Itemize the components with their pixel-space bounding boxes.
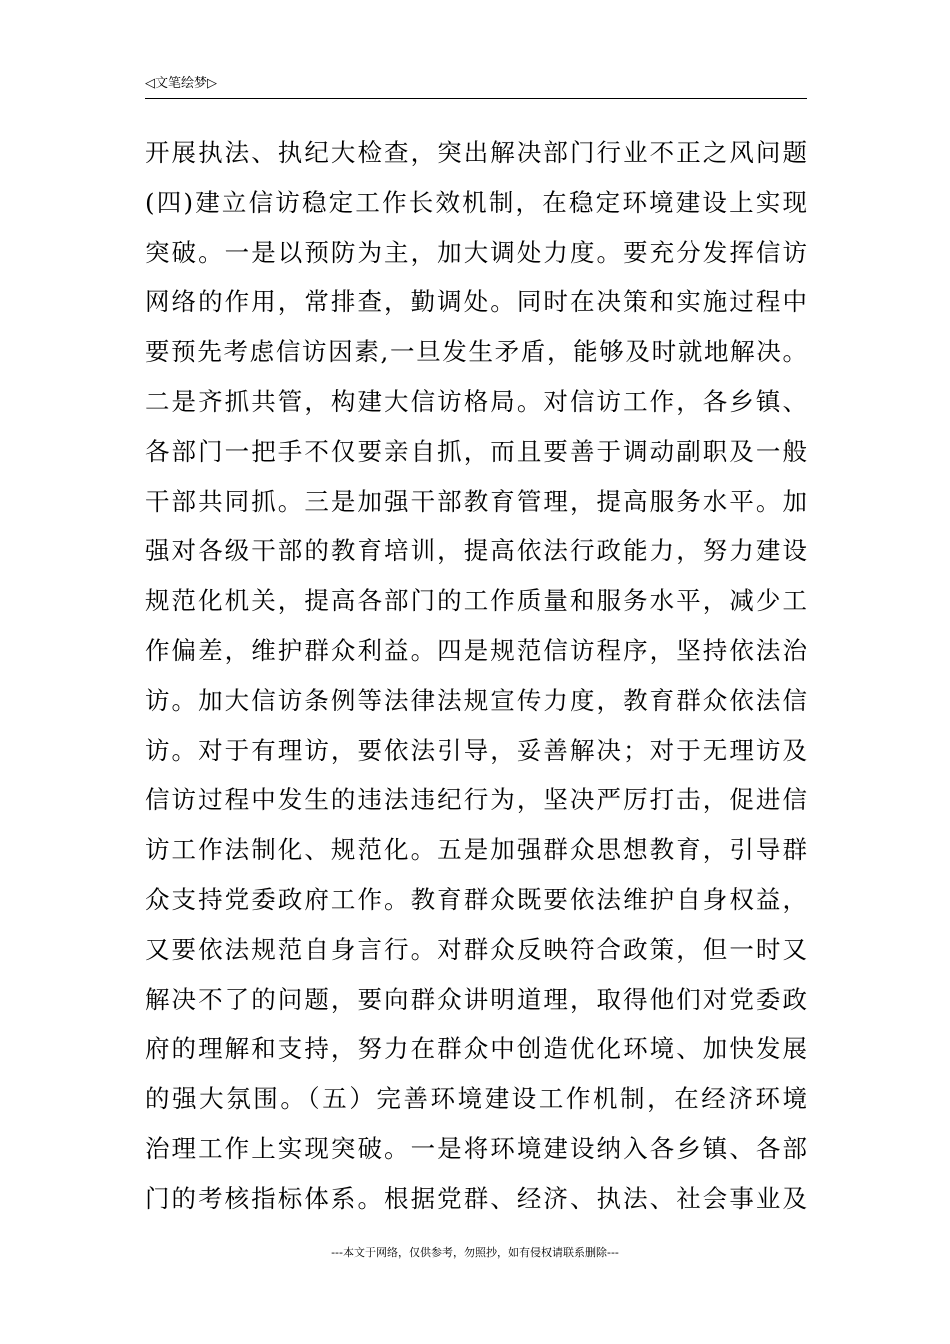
body-line-9: 强对各级干部的教育培训，提高依法行政能力，努力建设 xyxy=(145,536,807,566)
body-line-4: 网络的作用，常排查，勤调处。同时在决策和实施过程中 xyxy=(145,287,807,317)
body-line-12: 访。加大信访条例等法律法规宣传力度，教育群众依法信 xyxy=(145,685,807,715)
body-line-21: 治理工作上实现突破。一是将环境建设纳入各乡镇、各部 xyxy=(145,1133,807,1163)
body-line-15: 访工作法制化、规范化。五是加强群众思想教育，引导群 xyxy=(145,835,807,865)
body-line-10: 规范化机关，提高各部门的工作质量和服务水平，减少工 xyxy=(145,586,807,616)
body-line-19: 府的理解和支持，努力在群众中创造优化环境、加快发展 xyxy=(145,1034,807,1064)
body-line-1: 开展执法、执纪大检查，突出解决部门行业不正之风问题 xyxy=(145,138,807,167)
body-line-14: 信访过程中发生的违法违纪行为，坚决严厉打击，促进信 xyxy=(145,785,807,815)
body-line-8: 干部共同抓。三是加强干部教育管理，提高服务水平。加 xyxy=(145,486,807,516)
header-title: ◁文笔绘梦▷ xyxy=(145,76,217,91)
body-line-3: 突破。一是以预防为主，加大调处力度。要充分发挥信访 xyxy=(145,237,807,267)
body-line-11: 作偏差，维护群众利益。四是规范信访程序，坚持依法治 xyxy=(145,635,807,665)
body-line-7: 各部门一把手不仅要亲自抓，而且要善于调动副职及一般 xyxy=(145,436,807,466)
body-line-13: 访。对于有理访，要依法引导，妥善解决；对于无理访及 xyxy=(145,735,807,765)
body-line-6: 二是齐抓共管，构建大信访格局。对信访工作，各乡镇、 xyxy=(145,386,807,416)
body-line-2: (四)建立信访稳定工作长效机制，在稳定环境建设上实现 xyxy=(145,187,807,217)
body-line-5: 要预先考虑信访因素,一旦发生矛盾，能够及时就地解决。 xyxy=(145,337,807,367)
page-footer: ---本文于网络，仅供参考，勿照抄，如有侵权请联系删除--- xyxy=(331,1246,619,1259)
document-body xyxy=(145,128,807,1224)
body-line-20: 的强大氛围。（五）完善环境建设工作机制，在经济环境 xyxy=(145,1084,807,1114)
body-line-16: 众支持党委政府工作。教育群众既要依法维护自身权益， xyxy=(145,884,807,914)
body-line-17: 又要依法规范自身言行。对群众反映符合政策，但一时又 xyxy=(145,934,807,964)
body-line-18: 解决不了的问题，要向群众讲明道理，取得他们对党委政 xyxy=(145,984,807,1014)
body-line-22: 门的考核指标体系。根据党群、经济、执法、社会事业及 xyxy=(145,1183,807,1213)
page-header xyxy=(145,74,807,99)
